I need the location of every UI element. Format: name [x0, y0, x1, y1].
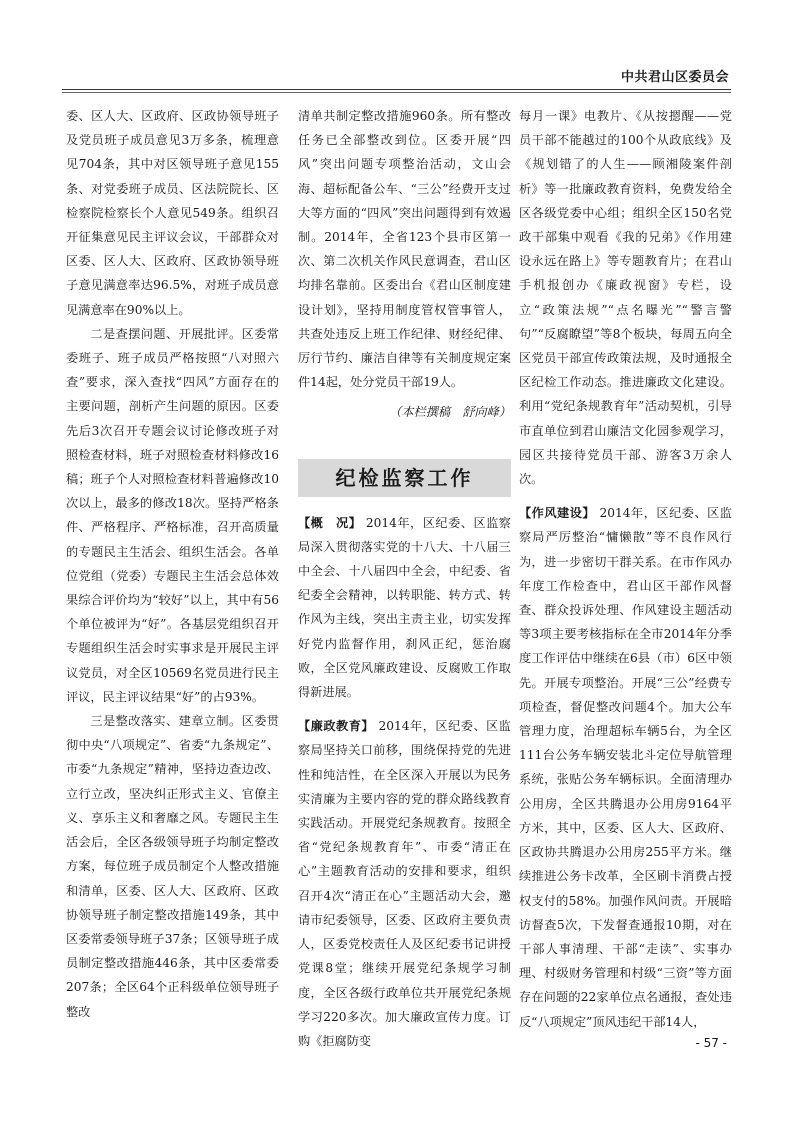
column-1	[66, 104, 279, 1024]
paragraph	[298, 511, 511, 705]
running-header: 中共君山区委员会	[620, 70, 729, 85]
paragraph-label: 【廉政教育】	[298, 719, 375, 734]
paragraph	[519, 501, 732, 1033]
paragraph-text: 2014年，区纪委、区监察局严厉整治“慵懒散”等不良作风行为，进一步密切干群关系。在市作风办年度工作检查中，君山区干部作风督查、群众投诉处理、作风建设主题活动等3项主要考核指标在全市2014年分季度工作评估中继续在6县（市）6区中领先。开展专项整治。开展“三公”经费专项检查，督促整改问题4个。加大公车管理力度，治理超标车辆5台，为全区111台公务车辆安装北斗定位导航管理系统，张贴公务车辆标识。全面清理办公用房，全区共腾退办公用房9164平方米，其中，区委、区人大、区政府、区政协共腾退办公用房255平方米。继续推进公务卡改革，全区刷卡消费占授权支付的58%。加强作风问责。开展暗访督查5次，下发督查通报10期，对在干部人事清理、干部“走读”、实事办理、村级财务管理和村级“三资”等方面存在问题的22家单位点名通报，查处违反“八项规定”顶风违纪干部14人，	[519, 506, 732, 1029]
paragraph-text: 2014年，区纪委、区监察局深入贯彻落实党的十八大、十八届三中全会、十八届四中全会，中纪委、省纪委全会精神，以转职能、转方式、转作风为主线，突出主责主业，切实发挥好党内监督作用，刹风正纪，惩治腐败，全区党风廉政建设、反腐败工作取得新进展。	[298, 515, 511, 700]
paragraph: 三是整改落实、建章立制。区委贯彻中央“八项规定”、省委“九条规定”、市委“九条规定”精神，坚持边查边改、立行立改，坚决纠正形式主义、官僚主义、享乐主义和奢靡之风。专题民主生活会后，全区各级领导班子均制定整改方案，每位班子成员制定个人整改措施和清单，区委、区人大、区政府、区政协领导班子制定整改措施149条，其中区委常委领导班子37条；区领导班子成员制定整改措施446条，其中区委常委207条；全区64个正科级单位领导班子整改	[66, 714, 279, 1019]
page-number: - 57 -	[695, 1036, 727, 1050]
paragraph: 每月一课》电教片、《从按摁醒——党员干部不能越过的100个从政底线》及《规划错了的人生——顾湘陵案件剖析》等一批廉政教育资料，免费发给全区各级党委中心组；组织全区150名党政干部集中观看《我的兄弟》《作用建设永远在路上》等专题教育片；在君山手机报创办《廉政视窗》专栏，设立“政策法规”“点名曝光”“警言警句”“反腐瞭望”等8个板块，每周五向全区党员干部宣传政策法规，及时通报全区纪检工作动态。推进廉政文化建设。利用“党纪条规教育年”活动契机，引导市直单位到君山廉洁文化园参观学习，园区共接待党员干部、游客3万余人次。	[519, 109, 732, 487]
header-rule	[62, 89, 731, 90]
paragraph-text: 2014年，区纪委、区监察局坚持关口前移，围绕保持党的先进性和纯洁性，在全区深入开展以为民务实清廉为主要内容的党的群众路线教育实践活动。开展党纪条规教育。按照全省“党纪条规教育年”、市委“清正在心”主题教育活动的安排和要求，组织召开4次“清正在心”主题活动大会，邀请市纪委领导，区委、区政府主要负责人，区委党校责任人及区纪委书记讲授党课8堂；继续开展党纪条规学习制度，全区各级行政单位共开展党纪条规学习220多次。加大廉政宣传力度。订购《拒腐防变	[298, 719, 511, 1048]
byline: （本栏撰稿 舒向峰）	[389, 405, 511, 420]
column-2	[298, 104, 511, 1053]
header-rule-thin	[62, 92, 731, 93]
paragraph: 委、区人大、区政府、区政协领导班子及党员班子成员意见3万多条，梳理意见704条，其中对区领导班子意见155条、对党委班子成员、区法院院长、区检察院检察长个人意见549条。组织召开征集意见民主评议会议，干部群众对区委、区人大、区政府、区政协领导班子意见满意率达96.5%，对班子成员意见满意率在90%以上。	[66, 109, 279, 317]
paragraph-label: 【概 况】	[298, 515, 362, 530]
paragraph: 二是查摆问题、开展批评。区委常委班子、班子成员严格按照“八对照六查”要求，深入查找“四风”方面存在的主要问题，剖析产生问题的原因。区委先后3次召开专题会议讨论修改班子对照检查材料，班子对照检查材料修改16稿；班子个人对照检查材料普遍修改10次以上，最多的修改18次。坚持严格条件、严格程序、严格标准，召开高质量的专题民主生活会、组织生活会。各单位党组（党委）专题民主生活会总体效果综合评价均为“较好”以上，其中有56个单位被评为“好”。各基层党组织召开专题组织生活会时实事求是开展民主评议党员，对全区10569名党员进行民主评议，民主评议结果“好”的占93%。	[66, 326, 279, 704]
paragraph	[298, 714, 511, 1053]
paragraph: 清单共制定整改措施960条。所有整改任务已全部整改到位。区委开展“四风”突出问题专项整治活动，文山会海、超标配备公车、“三公”经费开支过大等方面的“四风”突出问题得到有效遏制。2014年，全省123个县市区第一次、第二次机关作风民意调查，君山区均排名靠前。区委出台《君山区制度建设计划》，坚持用制度管权管事管人，共查处违反上班工作纪律、财经纪律、厉行节约、廉洁自律等有关制度规定案件14起，处分党员干部19人。	[298, 109, 511, 390]
column-3	[519, 104, 732, 1034]
section-title: 纪检监察工作	[298, 459, 511, 497]
paragraph-label: 【作风建设】	[519, 506, 596, 521]
